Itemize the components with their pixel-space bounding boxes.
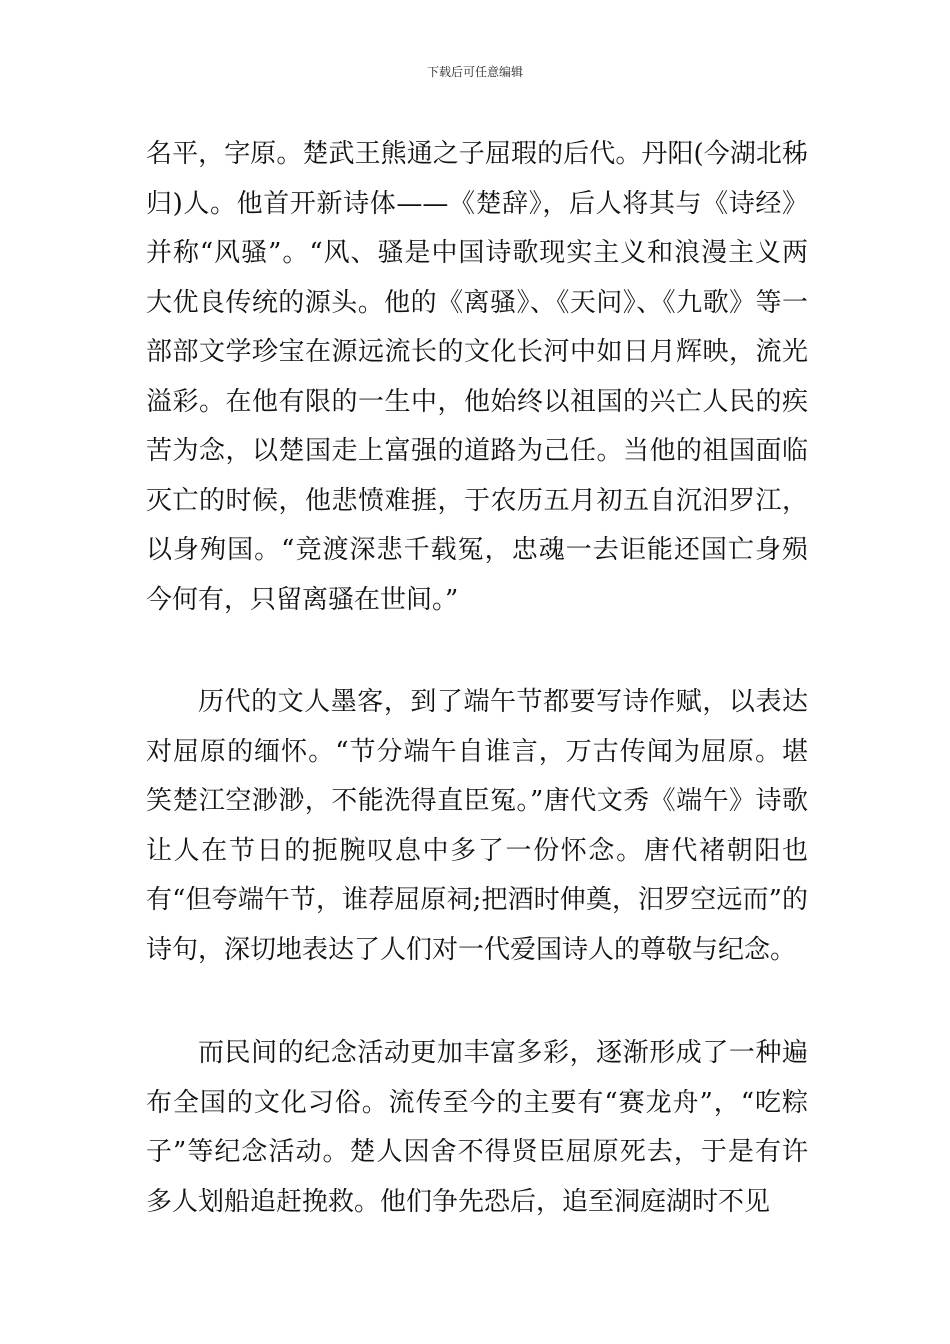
paragraph-literati-poems: 历代的文人墨客，到了端午节都要写诗作赋，以表达对屈原的缅怀。“节分端午自谁言，万古传闻为屈原。堪笑楚江空渺渺，不能洗得直臣冤。”唐代文秀《端午》诗歌让人在节日的扼腕叹息中多了一份怀念。唐代褚朝阳也有“但夸端午节，谁荐屈原祠;把酒时伸奠，汨罗空远而”的诗句，深切地表达了人们对一代爱国诗人的尊敬与纪念。 xyxy=(146,687,808,965)
paragraph-qu-yuan-biography: 名平，字原。楚武王熊通之子屈瑕的后代。丹阳(今湖北秭归)人。他首开新诗体——《楚辞》，后人将其与《诗经》并称“风骚”。“风、骚是中国诗歌现实主义和浪漫主义两大优良传统的源头。他的《离骚》、《天问》、《九歌》等一部部文学珍宝在源远流长的文化长河中如日月辉映，流光溢彩。在他有限的一生中，他始终以祖国的兴亡人民的疾苦为念，以楚国走上富强的道路为己任。当他的祖国面临灭亡的时候，他悲愤难捱，于农历五月初五自沉汨罗江，以身殉国。“竞渡深悲千载冤，忠魂一去讵能还国亡身殒今何有，只留离骚在世间。” xyxy=(146,139,808,615)
paragraph-folk-customs: 而民间的纪念活动更加丰富多彩，逐渐形成了一种遍布全国的文化习俗。流传至今的主要有“赛龙舟”，“吃粽子”等纪念活动。楚人因舍不得贤臣屈原死去，于是有许多人划船追赶挽救。他们争先恐后，追至洞庭湖时不见 xyxy=(146,1038,808,1217)
document-body xyxy=(146,130,808,1227)
page-header: 下载后可任意编辑 xyxy=(426,65,523,79)
